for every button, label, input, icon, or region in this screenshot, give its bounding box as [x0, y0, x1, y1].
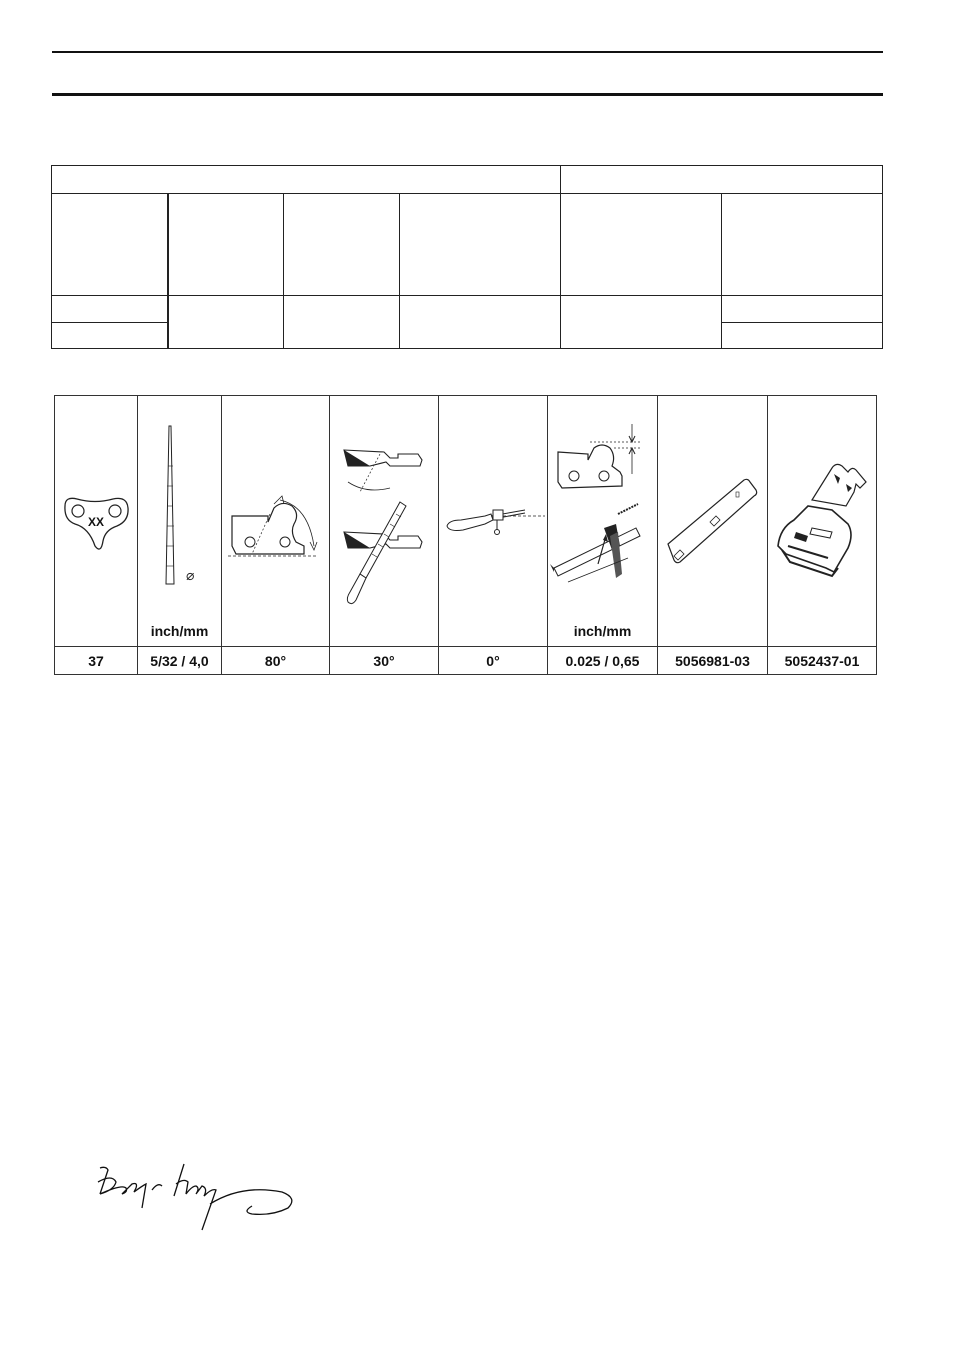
header-rule-bottom: [52, 93, 883, 96]
table-line: [52, 193, 882, 194]
file-holder-diagram: [439, 396, 547, 646]
table-line: [52, 322, 167, 323]
depth-unit-label: inch/mm: [573, 623, 632, 639]
table-line: [560, 166, 561, 193]
table-line: [52, 295, 882, 296]
link-code-label: XX: [87, 515, 105, 529]
diameter-symbol: ⌀: [186, 568, 195, 584]
file-unit-label: inch/mm: [150, 623, 209, 639]
header-rule-top: [52, 51, 883, 53]
depth-gauge-tool-icon: [658, 396, 767, 646]
file-guide-column: [768, 396, 876, 674]
file-diameter-column: [138, 396, 222, 674]
depth-gauge-value: 0.025 / 0,65: [548, 646, 657, 675]
top-plate-angle-column: [222, 396, 330, 674]
signature-drawing: [92, 1160, 302, 1240]
table-line: [722, 322, 882, 323]
top-plate-angle-diagram: [222, 396, 329, 646]
depth-gauge-diagram: [548, 396, 657, 646]
depth-gauge-tool-value: 5056981-03: [658, 646, 767, 675]
table-line: [399, 193, 400, 348]
file-diameter-value: 5/32 / 4,0: [138, 646, 221, 675]
file-guide-icon: [768, 396, 876, 646]
sharpening-table: [54, 395, 877, 675]
signature: [92, 1160, 302, 1240]
specification-table: [51, 165, 883, 349]
depth-gauge-setting-column: [548, 396, 658, 674]
file-holder-angle-column: [439, 396, 548, 674]
file-holder-angle-value: 0°: [439, 646, 547, 675]
round-file-icon: [138, 396, 221, 646]
file-guide-value: 5052437-01: [768, 646, 876, 675]
table-line: [721, 193, 722, 348]
table-line: [560, 193, 561, 348]
filing-angle-diagram: [330, 396, 438, 646]
top-plate-angle-value: 80°: [222, 646, 329, 675]
table-line: [167, 193, 169, 348]
drive-link-icon: [55, 396, 137, 646]
filing-angle-value: 30°: [330, 646, 438, 675]
chain-code-value: 37: [55, 646, 137, 675]
table-line: [283, 193, 284, 348]
chain-code-column: [55, 396, 138, 674]
filing-angle-column: [330, 396, 439, 674]
depth-gauge-tool-column: [658, 396, 768, 674]
